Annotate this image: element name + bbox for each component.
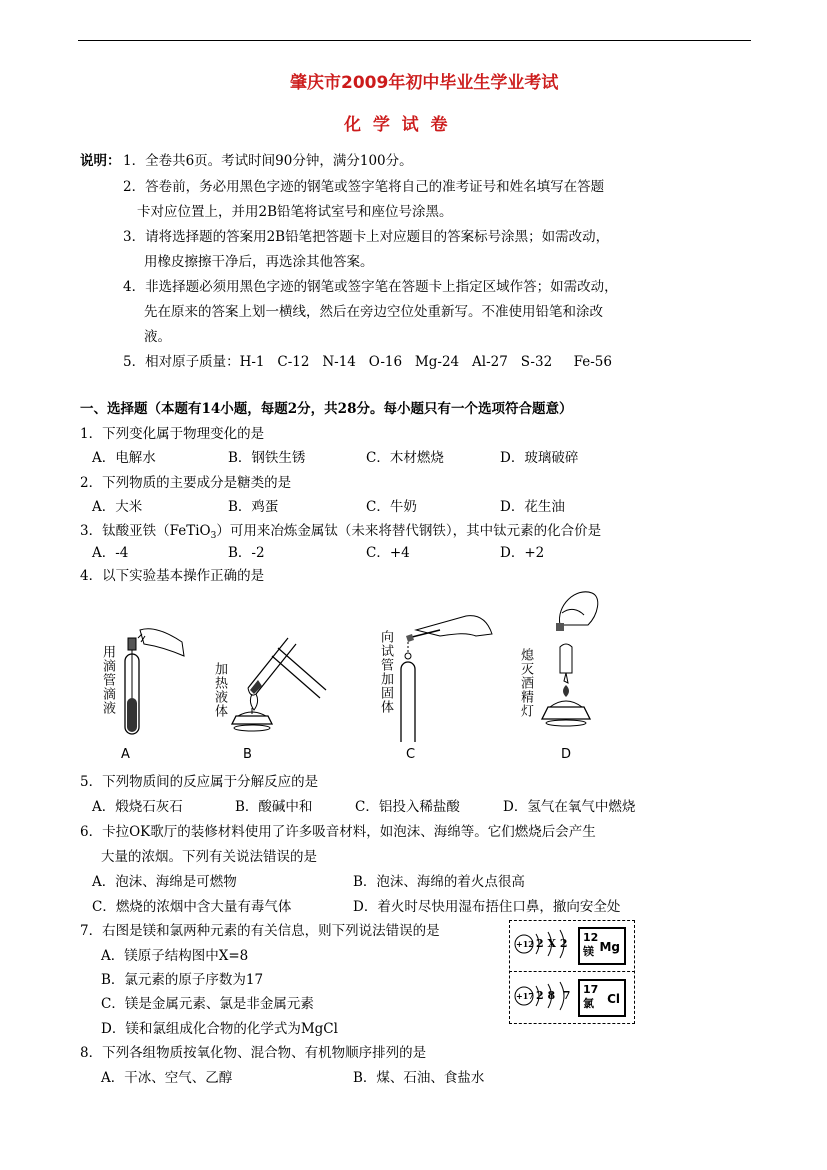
option-d: D．玻璃破碎 bbox=[500, 450, 579, 466]
header-rule bbox=[78, 40, 751, 41]
instruction-line: 2．答卷前，务必用黑色字迹的钢笔或签字笔将自己的准考证号和姓名填写在答题 bbox=[123, 179, 605, 195]
option-c: C．燃烧的浓烟中含大量有毒气体 bbox=[92, 899, 292, 915]
mg-element-card bbox=[578, 927, 626, 965]
option-b: B．鸡蛋 bbox=[228, 499, 279, 515]
figure-c-label: 向试管加固体 bbox=[378, 630, 393, 714]
cl-shells: 2 8 7 bbox=[536, 989, 571, 1002]
option-d: D．着火时尽快用湿布捂住口鼻，撤向安全处 bbox=[353, 899, 621, 915]
figure-d-letter: D bbox=[561, 747, 572, 762]
figure-b-letter: B bbox=[243, 747, 252, 762]
figure-divider bbox=[509, 971, 635, 972]
cl-name: 氯 bbox=[583, 997, 594, 1010]
option-d: D．花生油 bbox=[500, 499, 565, 515]
mg-atomic-number: 12 bbox=[583, 931, 599, 944]
option-b: B．-2 bbox=[228, 545, 265, 561]
instruction-line: 液。 bbox=[144, 329, 171, 345]
cl-symbol: Cl bbox=[607, 992, 620, 1006]
option-c: C．牛奶 bbox=[366, 499, 417, 515]
option-a: A．电解水 bbox=[92, 450, 156, 466]
figure-d-label: 熄灭酒精灯 bbox=[518, 648, 533, 718]
figure-b-label: 加热液体 bbox=[212, 662, 227, 718]
question-stem: 5．下列物质间的反应属于分解反应的是 bbox=[80, 774, 319, 790]
option-b: B．酸碱中和 bbox=[235, 799, 313, 815]
instructions-label: 说明： bbox=[80, 153, 121, 169]
question-stem: 7．右图是镁和氯两种元素的有关信息，则下列说法错误的是 bbox=[80, 923, 440, 939]
stem-part: 3．钛酸亚铁（FeTiO bbox=[80, 523, 211, 539]
figure-b-heating-illustration bbox=[228, 628, 338, 738]
instruction-line: 5．相对原子质量：H-1 C-12 N-14 O-16 Mg-24 Al-27 S-32 Fe-56 bbox=[123, 354, 612, 370]
option-c: C．+4 bbox=[366, 545, 410, 561]
question-stem: 4．以下实验基本操作正确的是 bbox=[80, 568, 265, 584]
instruction-line: 4．非选择题必须用黑色字迹的钢笔或签字笔在答题卡上指定区域作答；如需改动， bbox=[123, 279, 618, 295]
formula-subscript: 3 bbox=[210, 531, 217, 541]
section-heading: 一、选择题（本题有14小题，每题2分，共28分。每小题只有一个选项符合题意） bbox=[80, 401, 573, 417]
figure-a-label: 用滴管滴液 bbox=[100, 645, 115, 715]
option-d: D．镁和氯组成化合物的化学式为MgCl bbox=[101, 1021, 338, 1037]
instruction-line: 卡对应位置上，并用2B铅笔将试室号和座位号涂黑。 bbox=[137, 204, 453, 220]
mg-symbol: Mg bbox=[599, 940, 620, 954]
option-c: C．木材燃烧 bbox=[366, 450, 444, 466]
question-stem: 6．卡拉OK歌厅的装修材料使用了许多吸音材料，如泡沫、海绵等。它们燃烧后会产生 bbox=[80, 824, 596, 840]
option-c: C．铝投入稀盐酸 bbox=[355, 799, 460, 815]
instruction-line: 1．全卷共6页。考试时间90分钟，满分100分。 bbox=[123, 153, 413, 169]
option-a: A．泡沫、海绵是可燃物 bbox=[92, 874, 237, 890]
instruction-line: 先在原来的答案上划一横线，然后在旁边空位处重新写。不准使用铅笔和涂改 bbox=[144, 304, 603, 320]
option-a: A．大米 bbox=[92, 499, 143, 515]
option-b: B．煤、石油、食盐水 bbox=[353, 1070, 485, 1086]
question-stem: 8．下列各组物质按氧化物、混合物、有机物顺序排列的是 bbox=[80, 1045, 427, 1061]
exam-title: 肇庆市2009年初中毕业生学业考试 bbox=[290, 73, 559, 93]
figure-a-letter: A bbox=[121, 747, 130, 762]
mg-nucleus: +12 bbox=[516, 939, 534, 949]
question-stem bbox=[80, 522, 601, 545]
cl-element-card bbox=[578, 979, 626, 1017]
figure-a-dropper-illustration bbox=[112, 620, 192, 740]
figure-d-extinguish-illustration bbox=[536, 585, 616, 745]
question-stem: 1．下列变化属于物理变化的是 bbox=[80, 426, 265, 442]
figure-c-letter: C bbox=[406, 747, 416, 762]
instruction-line: 用橡皮擦擦干净后，再选涂其他答案。 bbox=[144, 254, 374, 270]
option-d: D．氢气在氧气中燃烧 bbox=[503, 799, 636, 815]
cl-atomic-number: 17 bbox=[583, 983, 599, 996]
stem-part: ）可用来冶炼金属钛（未来将替代钢铁），其中钛元素的化合价是 bbox=[216, 523, 602, 539]
mg-name: 镁 bbox=[583, 945, 594, 958]
option-a: A．煅烧石灰石 bbox=[92, 799, 183, 815]
question-stem-cont: 大量的浓烟。下列有关说法错误的是 bbox=[101, 849, 317, 865]
option-a: A．-4 bbox=[92, 545, 129, 561]
cl-nucleus: +17 bbox=[516, 991, 534, 1001]
exam-subtitle: 化 学 试 卷 bbox=[344, 115, 448, 135]
question-stem: 2．下列物质的主要成分是糖类的是 bbox=[80, 475, 292, 491]
mg-shells: 2 X 2 bbox=[536, 937, 568, 950]
option-a: A．镁原子结构图中X=8 bbox=[101, 948, 249, 964]
option-c: C．镁是金属元素、氯是非金属元素 bbox=[101, 996, 314, 1012]
instruction-line: 3．请将选择题的答案用2B铅笔把答题卡上对应题目的答案标号涂黑；如需改动， bbox=[123, 229, 610, 245]
option-a: A．干冰、空气、乙醇 bbox=[101, 1070, 233, 1086]
option-b: B．泡沫、海绵的着火点很高 bbox=[353, 874, 525, 890]
figure-c-solid-illustration bbox=[396, 612, 496, 742]
option-d: D．+2 bbox=[500, 545, 545, 561]
option-b: B．氯元素的原子序数为17 bbox=[101, 972, 264, 988]
option-b: B．钢铁生锈 bbox=[228, 450, 306, 466]
